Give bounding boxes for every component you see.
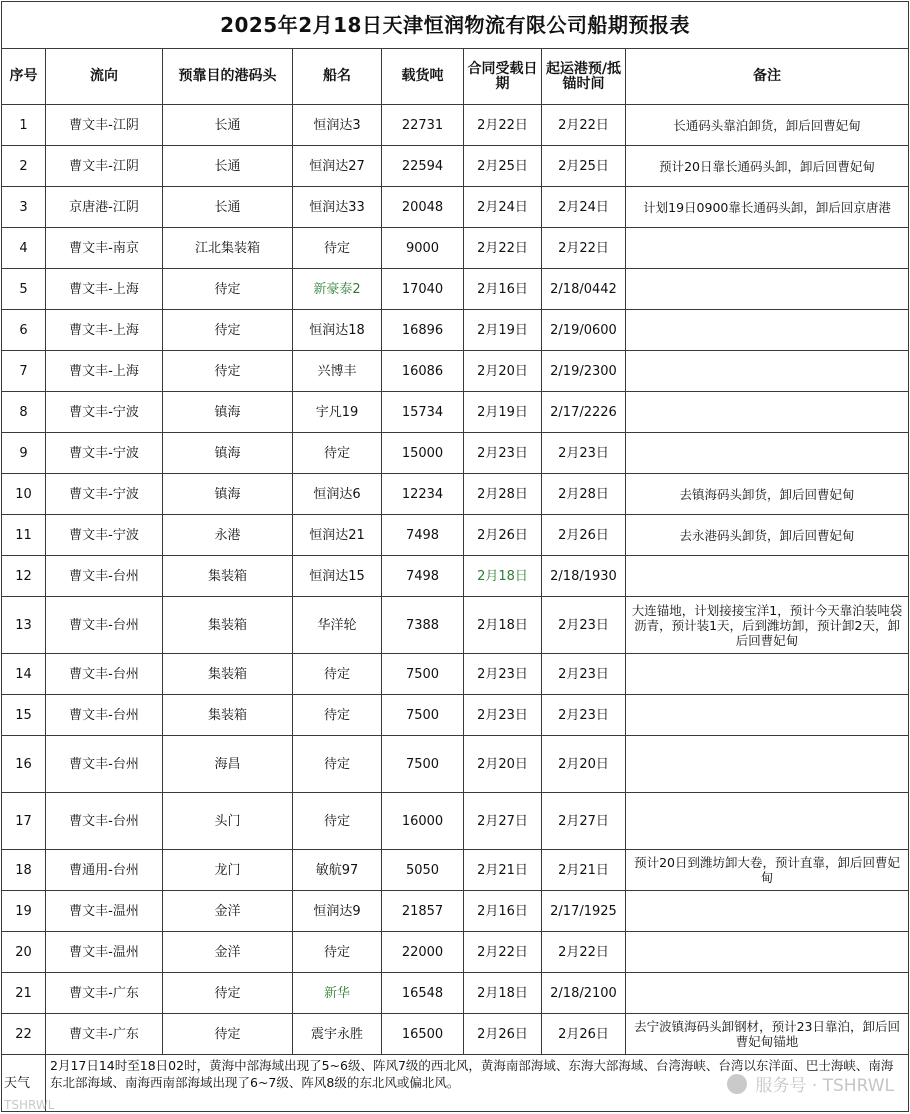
cell-route: 曹文丰-江阴: [46, 105, 163, 146]
cell-contract: 2月18日: [464, 973, 542, 1014]
cell-port: 集装箱: [163, 695, 293, 736]
cell-port: 海昌: [163, 736, 293, 793]
cell-cargo: 20048: [382, 187, 464, 228]
cell-contract: 2月22日: [464, 228, 542, 269]
table-row: [2, 105, 909, 146]
cell-cargo: 22731: [382, 105, 464, 146]
header-row: [2, 49, 909, 105]
cell-contract: 2月23日: [464, 433, 542, 474]
weather-table: [1, 1054, 909, 1112]
cell-route: 曹文丰-台州: [46, 736, 163, 793]
cell-contract: 2月28日: [464, 474, 542, 515]
cell-remark: 长通码头靠泊卸货，卸后回曹妃甸: [626, 105, 909, 146]
cell-ship: 恒润达18: [293, 310, 382, 351]
cell-contract: 2月27日: [464, 793, 542, 850]
cell-cargo: 21857: [382, 891, 464, 932]
cell-ship: 恒润达27: [293, 146, 382, 187]
cell-ship: 敏航97: [293, 850, 382, 891]
cell-remark: 去永港码头卸货，卸后回曹妃甸: [626, 515, 909, 556]
cell-route: 曹文丰-宁波: [46, 515, 163, 556]
cell-remark: [626, 228, 909, 269]
cell-eta: 2/17/1925: [542, 891, 626, 932]
cell-port: 金洋: [163, 932, 293, 973]
cell-contract: 2月22日: [464, 105, 542, 146]
cell-port: 长通: [163, 187, 293, 228]
header-ship: 船名: [293, 49, 382, 105]
cell-eta: 2月22日: [542, 228, 626, 269]
cell-remark: 预计20日靠长通码头卸，卸后回曹妃甸: [626, 146, 909, 187]
schedule-sheet: [1, 1, 908, 1112]
cell-remark: 去镇海码头卸货，卸后回曹妃甸: [626, 474, 909, 515]
table-row: [2, 597, 909, 654]
cell-contract: 2月20日: [464, 351, 542, 392]
header-seq: 序号: [2, 49, 46, 105]
cell-remark: [626, 891, 909, 932]
cell-route: 曹文丰-宁波: [46, 392, 163, 433]
header-remark: 备注: [626, 49, 909, 105]
table-row: [2, 269, 909, 310]
cell-ship: 恒润达21: [293, 515, 382, 556]
cell-ship: 待定: [293, 433, 382, 474]
cell-cargo: 7500: [382, 654, 464, 695]
cell-ship: 恒润达33: [293, 187, 382, 228]
cell-seq: 15: [2, 695, 46, 736]
cell-cargo: 16548: [382, 973, 464, 1014]
table-row: [2, 932, 909, 973]
cell-contract: 2月19日: [464, 392, 542, 433]
cell-port: 镇海: [163, 433, 293, 474]
cell-cargo: 16086: [382, 351, 464, 392]
cell-eta: 2月26日: [542, 1014, 626, 1055]
cell-ship: 新豪泰2: [293, 269, 382, 310]
cell-remark: [626, 736, 909, 793]
cell-contract: 2月26日: [464, 1014, 542, 1055]
cell-remark: [626, 556, 909, 597]
watermark-left: TSHRWL: [4, 1098, 55, 1112]
cell-ship: 待定: [293, 654, 382, 695]
cell-port: 待定: [163, 973, 293, 1014]
table-row: [2, 187, 909, 228]
cell-seq: 8: [2, 392, 46, 433]
cell-port: 集装箱: [163, 556, 293, 597]
cell-contract: 2月18日: [464, 556, 542, 597]
cell-eta: 2/18/1930: [542, 556, 626, 597]
cell-eta: 2/17/2226: [542, 392, 626, 433]
cell-seq: 14: [2, 654, 46, 695]
table-row: [2, 474, 909, 515]
cell-eta: 2/18/0442: [542, 269, 626, 310]
cell-ship: 待定: [293, 736, 382, 793]
header-eta: 起运港预/抵锚时间: [542, 49, 626, 105]
cell-seq: 19: [2, 891, 46, 932]
cell-seq: 6: [2, 310, 46, 351]
table-row: [2, 695, 909, 736]
cell-contract: 2月19日: [464, 310, 542, 351]
cell-ship: 待定: [293, 932, 382, 973]
cell-route: 曹文丰-上海: [46, 310, 163, 351]
cell-eta: 2月24日: [542, 187, 626, 228]
cell-contract: 2月16日: [464, 269, 542, 310]
cell-cargo: 12234: [382, 474, 464, 515]
cell-eta: 2/19/0600: [542, 310, 626, 351]
cell-contract: 2月16日: [464, 891, 542, 932]
cell-route: 曹文丰-台州: [46, 695, 163, 736]
table-row: [2, 891, 909, 932]
cell-cargo: 5050: [382, 850, 464, 891]
cell-contract: 2月26日: [464, 515, 542, 556]
cell-remark: [626, 392, 909, 433]
cell-port: 长通: [163, 105, 293, 146]
cell-route: 曹文丰-广东: [46, 973, 163, 1014]
cell-route: 曹文丰-台州: [46, 556, 163, 597]
page-title: 2025年2月18日天津恒润物流有限公司船期预报表: [2, 2, 909, 49]
table-row: [2, 310, 909, 351]
cell-route: 曹文丰-温州: [46, 891, 163, 932]
cell-remark: 去宁波镇海码头卸钢材，预计23日靠泊，卸后回曹妃甸锚地: [626, 1014, 909, 1055]
cell-route: 曹文丰-台州: [46, 793, 163, 850]
cell-remark: 大连锚地，计划接接宝洋1，预计今天靠泊装吨袋沥青，预计装1天，后到潍坊卸，预计卸2天，卸后回曹妃甸: [626, 597, 909, 654]
header-cargo: 载货吨: [382, 49, 464, 105]
table-row: [2, 736, 909, 793]
table-row: [2, 1014, 909, 1055]
cell-remark: [626, 793, 909, 850]
cell-port: 待定: [163, 310, 293, 351]
cell-route: 曹文丰-上海: [46, 269, 163, 310]
cell-port: 头门: [163, 793, 293, 850]
cell-seq: 7: [2, 351, 46, 392]
cell-contract: 2月21日: [464, 850, 542, 891]
cell-remark: [626, 695, 909, 736]
cell-route: 曹文丰-上海: [46, 351, 163, 392]
cell-port: 永港: [163, 515, 293, 556]
cell-seq: 12: [2, 556, 46, 597]
table-row: [2, 556, 909, 597]
cell-contract: 2月22日: [464, 932, 542, 973]
cell-seq: 11: [2, 515, 46, 556]
cell-seq: 9: [2, 433, 46, 474]
header-port: 预靠目的港码头: [163, 49, 293, 105]
cell-port: 集装箱: [163, 597, 293, 654]
cell-eta: 2月28日: [542, 474, 626, 515]
cell-remark: [626, 932, 909, 973]
cell-route: 曹文丰-南京: [46, 228, 163, 269]
cell-remark: [626, 654, 909, 695]
cell-cargo: 17040: [382, 269, 464, 310]
cell-seq: 2: [2, 146, 46, 187]
table-row: [2, 228, 909, 269]
cell-remark: [626, 269, 909, 310]
cell-ship: 恒润达9: [293, 891, 382, 932]
cell-route: 曹文丰-广东: [46, 1014, 163, 1055]
cell-ship: 华洋轮: [293, 597, 382, 654]
cell-port: 金洋: [163, 891, 293, 932]
cell-route: 曹文丰-台州: [46, 597, 163, 654]
cell-remark: 预计20日到潍坊卸大卷，预计直靠，卸后回曹妃甸: [626, 850, 909, 891]
cell-cargo: 7388: [382, 597, 464, 654]
cell-seq: 16: [2, 736, 46, 793]
table-row: [2, 654, 909, 695]
cell-eta: 2月26日: [542, 515, 626, 556]
cell-cargo: 7498: [382, 515, 464, 556]
cell-ship: 宇凡19: [293, 392, 382, 433]
header-contract-date: 合同受载日期: [464, 49, 542, 105]
cell-route: 曹文丰-江阴: [46, 146, 163, 187]
cell-cargo: 9000: [382, 228, 464, 269]
cell-port: 待定: [163, 1014, 293, 1055]
table-row: [2, 973, 909, 1014]
header-route: 流向: [46, 49, 163, 105]
cell-eta: 2月23日: [542, 597, 626, 654]
cell-eta: 2月22日: [542, 932, 626, 973]
cell-eta: 2月22日: [542, 105, 626, 146]
table-row: [2, 850, 909, 891]
cell-remark: [626, 351, 909, 392]
schedule-table: [1, 1, 909, 1055]
cell-seq: 22: [2, 1014, 46, 1055]
cell-seq: 13: [2, 597, 46, 654]
cell-cargo: 15734: [382, 392, 464, 433]
cell-seq: 3: [2, 187, 46, 228]
cell-ship: 恒润达3: [293, 105, 382, 146]
cell-eta: 2月23日: [542, 433, 626, 474]
cell-port: 集装箱: [163, 654, 293, 695]
cell-ship: 待定: [293, 228, 382, 269]
cell-port: 长通: [163, 146, 293, 187]
cell-contract: 2月23日: [464, 695, 542, 736]
cell-eta: 2月23日: [542, 654, 626, 695]
table-row: [2, 351, 909, 392]
cell-seq: 20: [2, 932, 46, 973]
cell-cargo: 16000: [382, 793, 464, 850]
cell-eta: 2月27日: [542, 793, 626, 850]
cell-seq: 5: [2, 269, 46, 310]
cell-contract: 2月24日: [464, 187, 542, 228]
cell-cargo: 22000: [382, 932, 464, 973]
table-row: [2, 146, 909, 187]
cell-ship: 恒润达6: [293, 474, 382, 515]
cell-cargo: 16896: [382, 310, 464, 351]
watermark-text: 服务号 · TSHRWL: [755, 1076, 894, 1096]
cell-ship: 待定: [293, 793, 382, 850]
cell-route: 京唐港-江阴: [46, 187, 163, 228]
cell-seq: 10: [2, 474, 46, 515]
cell-contract: 2月18日: [464, 597, 542, 654]
cell-port: 镇海: [163, 392, 293, 433]
cell-seq: 4: [2, 228, 46, 269]
cell-eta: 2/19/2300: [542, 351, 626, 392]
cell-seq: 18: [2, 850, 46, 891]
cell-route: 曹文丰-宁波: [46, 474, 163, 515]
cell-ship: 兴博丰: [293, 351, 382, 392]
cell-route: 曹文丰-台州: [46, 654, 163, 695]
cell-route: 曹文丰-温州: [46, 932, 163, 973]
cell-eta: 2/18/2100: [542, 973, 626, 1014]
cell-cargo: 7500: [382, 736, 464, 793]
weather-label: 天气: [2, 1055, 46, 1112]
cell-route: 曹通用-台州: [46, 850, 163, 891]
cell-cargo: 7500: [382, 695, 464, 736]
cell-seq: 21: [2, 973, 46, 1014]
cell-cargo: 16500: [382, 1014, 464, 1055]
cell-cargo: 15000: [382, 433, 464, 474]
cell-eta: 2月25日: [542, 146, 626, 187]
cell-seq: 17: [2, 793, 46, 850]
cell-ship: 恒润达15: [293, 556, 382, 597]
table-row: [2, 793, 909, 850]
cell-eta: 2月21日: [542, 850, 626, 891]
cell-contract: 2月20日: [464, 736, 542, 793]
cell-remark: [626, 310, 909, 351]
cell-port: 龙门: [163, 850, 293, 891]
table-row: [2, 392, 909, 433]
cell-ship: 新华: [293, 973, 382, 1014]
cell-eta: 2月23日: [542, 695, 626, 736]
weather-text: 2月17日14时至18日02时，黄海中部海域出现了5~6级、阵风7级的西北风，黄海南部海域、东海大部海域、台湾海峡、台湾以东洋面、巴士海峡、南海东北部海域、南海西南部海域出现了6~7级、阵风8级的东北风或偏北风。: [46, 1055, 909, 1112]
cell-remark: 计划19日0900靠长通码头卸，卸后回京唐港: [626, 187, 909, 228]
cell-port: 江北集装箱: [163, 228, 293, 269]
table-row: [2, 433, 909, 474]
cell-cargo: 22594: [382, 146, 464, 187]
cell-seq: 1: [2, 105, 46, 146]
cell-contract: 2月25日: [464, 146, 542, 187]
weather-row: [2, 1055, 909, 1112]
cell-port: 镇海: [163, 474, 293, 515]
cell-contract: 2月23日: [464, 654, 542, 695]
cell-cargo: 7498: [382, 556, 464, 597]
cell-port: 待定: [163, 269, 293, 310]
cell-remark: [626, 973, 909, 1014]
cell-eta: 2月20日: [542, 736, 626, 793]
cell-route: 曹文丰-宁波: [46, 433, 163, 474]
cell-ship: 震宇永胜: [293, 1014, 382, 1055]
cell-ship: 待定: [293, 695, 382, 736]
cell-port: 待定: [163, 351, 293, 392]
cell-remark: [626, 433, 909, 474]
table-row: [2, 515, 909, 556]
